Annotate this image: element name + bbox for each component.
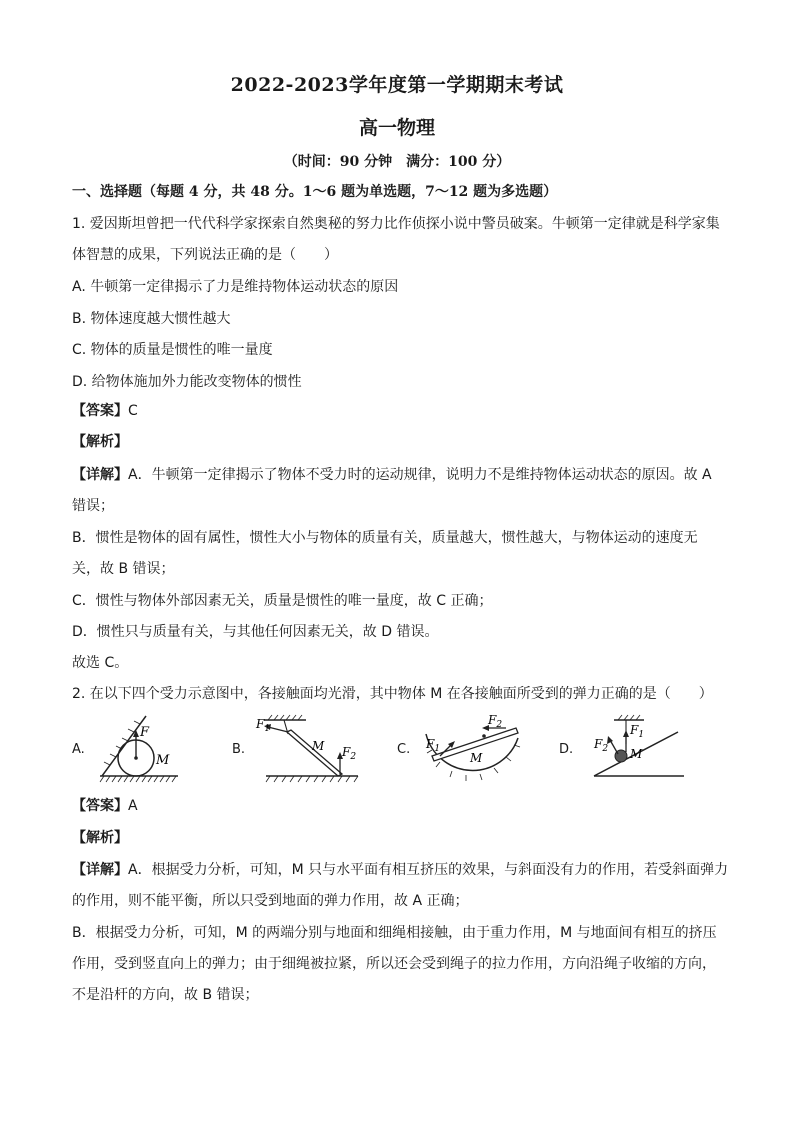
force-f1-arrow: [268, 727, 288, 732]
answer-tag: 【答案】: [72, 798, 128, 814]
force-f2-arrow: [610, 740, 618, 754]
answer-value: C: [128, 403, 138, 419]
q1-detail-line2: 错误；: [72, 498, 114, 514]
figure-c-label: C.: [397, 742, 411, 757]
q2-analysis-tag: 【解析】: [72, 830, 128, 846]
ground-hatch: [266, 776, 358, 782]
force-f1-label: $F_1$: [256, 717, 271, 734]
q1-option-d: D. 给物体施加外力能改变物体的惯性: [72, 374, 302, 390]
q1-detail-line7: 故选 C。: [72, 655, 129, 671]
figure-a-label: A.: [72, 742, 85, 757]
figure-b: [254, 712, 364, 787]
force-f2-label: $F_2$: [342, 745, 357, 762]
answer-value: A: [128, 798, 138, 814]
q1-detail-line3: B．惯性是物体的固有属性，惯性大小与物体的质量有关，质量越大，惯性越大，与物体运动的速度无: [72, 530, 698, 546]
force-f2-label: $F_2$: [488, 713, 503, 730]
exam-meta: （时间：90 分钟 满分：100 分）: [283, 154, 511, 170]
q1-option-a: A. 牛顿第一定律揭示了力是维持物体运动状态的原因: [72, 279, 399, 295]
q1-analysis-tag: 【解析】: [72, 434, 128, 450]
q1-stem-line2: 体智慧的成果，下列说法正确的是（ ）: [72, 247, 338, 263]
q2-detail-line5: 不是沿杆的方向，故 B 错误；: [72, 987, 259, 1003]
q2-detail-line4: 作用，受到竖直向上的弹力；由于细绳被拉紧，所以还会受到绳子的拉力作用，方向沿绳子收缩的方向，: [72, 956, 716, 972]
force-f-label: F: [140, 725, 150, 740]
mass-label: M: [312, 739, 325, 753]
exam-title: 2022-2023学年度第一学期期末考试: [230, 74, 564, 96]
figure-a: [96, 712, 186, 787]
ground-hatch: [100, 776, 176, 782]
q1-detail-line5: C．惯性与物体外部因素无关，质量是惯性的唯一量度，故 C 正确；: [72, 593, 493, 609]
detail-tag: 【详解】: [72, 862, 128, 878]
rod-m: [287, 730, 342, 776]
q2-detail-line3: B．根据受力分析，可知，M 的两端分别与地面和细绳相接触，由于重力作用，M 与地面间有相互的挤压: [72, 925, 717, 941]
figure-d-label: D.: [559, 742, 574, 757]
q1-option-b: B. 物体速度越大惯性越大: [72, 311, 231, 327]
q1-answer: [72, 400, 732, 420]
q2-detail-line1: [72, 859, 732, 879]
q2-detail-line2: 的作用，则不能平衡，所以只受到地面的弹力作用，故 A 正确；: [72, 893, 469, 909]
q1-detail-line1: [72, 464, 732, 484]
q2-answer: [72, 795, 732, 815]
detail-tag: 【详解】: [72, 467, 128, 483]
figure-b-label: B.: [232, 742, 246, 757]
q2-stem: 2. 在以下四个受力示意图中，各接触面均光滑，其中物体 M 在各接触面所受到的弹力正确的是（ ）: [72, 686, 713, 702]
exam-subject: 高一物理: [358, 117, 435, 139]
figure-d: [580, 712, 690, 787]
detail-text: A．牛顿第一定律揭示了物体不受力时的运动规律，说明力不是维持物体运动状态的原因。故 A: [128, 467, 712, 483]
force-f1-label: $F_1$: [426, 737, 441, 754]
force-f1-label: $F_1$: [630, 723, 645, 740]
mass-label: M: [470, 751, 483, 765]
figure-c: [418, 712, 528, 787]
detail-text: A．根据受力分析，可知，M 只与水平面有相互挤压的效果，与斜面没有力的作用，若受斜面弹力: [128, 862, 729, 878]
q1-option-c: C. 物体的质量是惯性的唯一量度: [72, 342, 273, 358]
q1-detail-line4: 关，故 B 错误；: [72, 561, 175, 577]
q1-stem-line1: 1. 爱因斯坦曾把一代代科学家探索自然奥秘的努力比作侦探小说中警员破案。牛顿第一定律就是科学家集: [72, 216, 720, 232]
force-f2-label: $F_2$: [594, 737, 609, 754]
q1-detail-line6: D．惯性只与质量有关，与其他任何因素无关，故 D 错误。: [72, 624, 439, 640]
mass-label: M: [156, 753, 170, 768]
section-heading: 一、选择题（每题 4 分，共 48 分。1～6 题为单选题，7～12 题为多选题）: [72, 184, 558, 200]
q2-figures: [72, 712, 722, 787]
answer-tag: 【答案】: [72, 403, 128, 419]
mass-label: M: [630, 747, 643, 761]
